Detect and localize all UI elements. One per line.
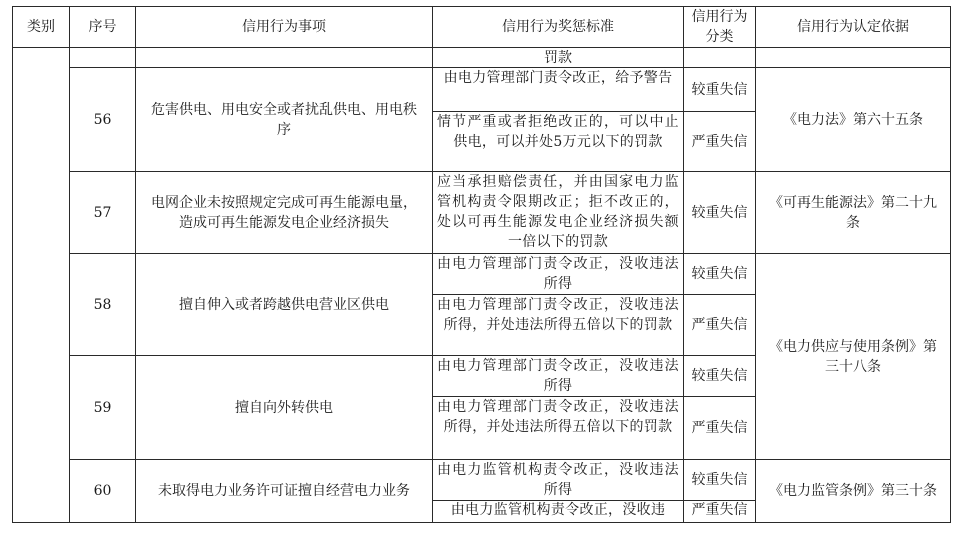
standard-cell: 情节严重或者拒绝改正的，可以中止供电，可以并处5万元以下的罚款 xyxy=(433,112,684,172)
level-cell: 较重失信 xyxy=(684,172,756,254)
basis-cell: 《电力法》第六十五条 xyxy=(756,68,951,172)
standard-cell: 由电力管理部门责令改正，给予警告 xyxy=(433,68,684,112)
basis-cell: 《电力供应与使用条例》第三十八条 xyxy=(756,254,951,460)
table-row xyxy=(13,460,951,501)
matter-cell: 擅自向外转供电 xyxy=(136,356,433,460)
table-row xyxy=(13,172,951,254)
level-cell: 严重失信 xyxy=(684,397,756,460)
level-cell: 较重失信 xyxy=(684,68,756,112)
standard-cell: 由电力管理部门责令改正，没收违法所得，并处违法所得五倍以下的罚款 xyxy=(433,295,684,356)
seq-cell: 57 xyxy=(70,172,136,254)
seq-cell: 59 xyxy=(70,356,136,460)
header-standard: 信用行为奖惩标准 xyxy=(433,7,684,48)
standard-cell: 应当承担赔偿责任，并由国家电力监管机构责令限期改正；拒不改正的，处以可再生能源发电企业经济损失额一倍以下的罚款 xyxy=(433,172,684,254)
level-cell xyxy=(684,48,756,68)
category-cell xyxy=(13,48,70,523)
header-basis: 信用行为认定依据 xyxy=(756,7,951,48)
header-seq: 序号 xyxy=(70,7,136,48)
basis-cell: 《可再生能源法》第二十九条 xyxy=(756,172,951,254)
level-cell: 较重失信 xyxy=(684,254,756,295)
level-cell: 严重失信 xyxy=(684,501,756,523)
standard-cell: 由电力管理部门责令改正，没收违法所得 xyxy=(433,356,684,397)
seq-cell xyxy=(70,48,136,68)
basis-cell xyxy=(756,48,951,68)
level-cell: 较重失信 xyxy=(684,356,756,397)
seq-cell: 60 xyxy=(70,460,136,523)
seq-cell: 58 xyxy=(70,254,136,356)
standard-cell: 罚款 xyxy=(433,48,684,68)
matter-cell: 危害供电、用电安全或者扰乱供电、用电秩序 xyxy=(136,68,433,172)
matter-cell xyxy=(136,48,433,68)
header-matter: 信用行为事项 xyxy=(136,7,433,48)
continuation-row xyxy=(13,48,951,68)
table-row xyxy=(13,254,951,295)
credit-behavior-table xyxy=(12,6,951,523)
standard-cell: 由电力监管机构责令改正，没收违法所得 xyxy=(433,460,684,501)
table-row xyxy=(13,68,951,112)
table-header-row xyxy=(13,7,951,48)
matter-cell: 电网企业未按照规定完成可再生能源电量，造成可再生能源发电企业经济损失 xyxy=(136,172,433,254)
level-cell: 严重失信 xyxy=(684,112,756,172)
seq-cell: 56 xyxy=(70,68,136,172)
matter-cell: 擅自伸入或者跨越供电营业区供电 xyxy=(136,254,433,356)
level-cell: 严重失信 xyxy=(684,295,756,356)
standard-cell: 由电力监管机构责令改正，没收违 xyxy=(433,501,684,523)
basis-cell: 《电力监管条例》第三十条 xyxy=(756,460,951,523)
header-category: 类别 xyxy=(13,7,70,48)
level-cell: 较重失信 xyxy=(684,460,756,501)
standard-cell: 由电力管理部门责令改正，没收违法所得，并处违法所得五倍以下的罚款 xyxy=(433,397,684,460)
standard-cell: 由电力管理部门责令改正，没收违法所得 xyxy=(433,254,684,295)
matter-cell: 未取得电力业务许可证擅自经营电力业务 xyxy=(136,460,433,523)
header-classification: 信用行为分类 xyxy=(684,7,756,48)
